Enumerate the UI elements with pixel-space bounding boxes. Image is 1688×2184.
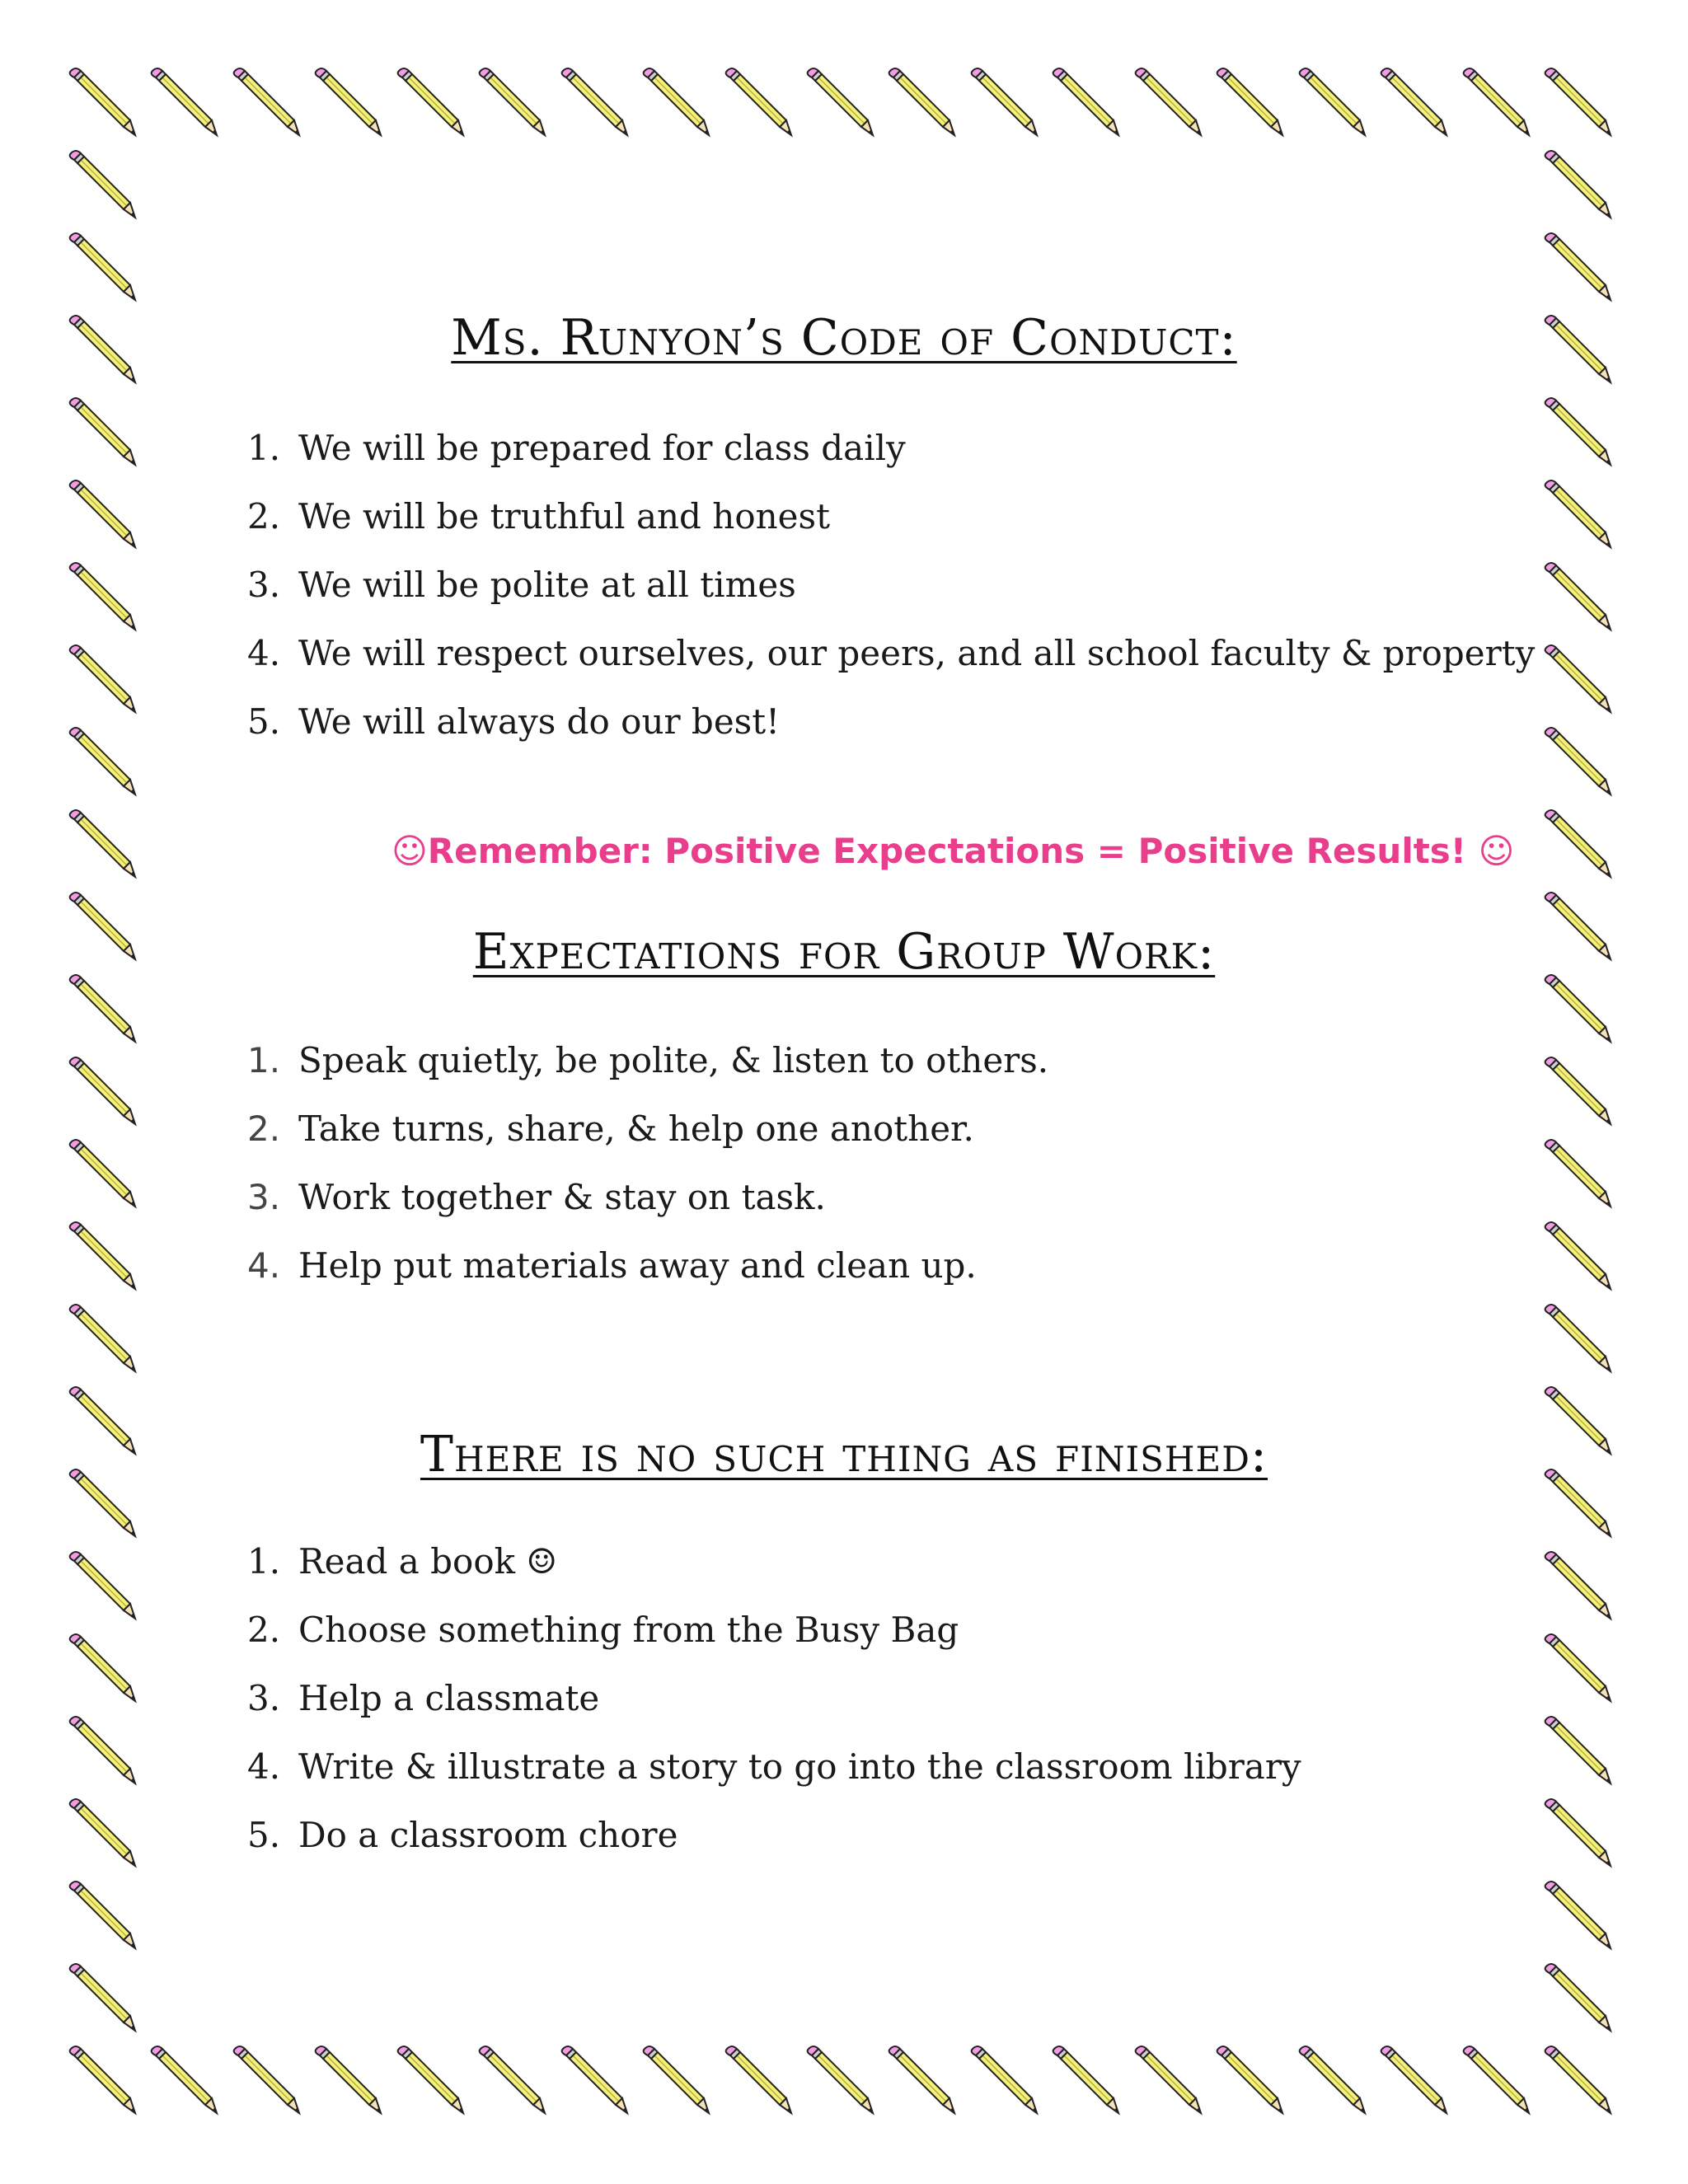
list-item: 2. We will be truthful and honest — [247, 496, 830, 537]
finished-list — [247, 1527, 1301, 1869]
list-item: 4. We will respect ourselves, our peers, and all school faculty & property — [247, 633, 1536, 673]
list-item: 5. We will always do our best! — [247, 701, 780, 742]
code-of-conduct-title: Ms. Runyon’s Code of Conduct: — [451, 309, 1237, 367]
list-item: 1. Speak quietly, be polite, & listen to others. — [247, 1040, 1049, 1080]
list-item: 2. Take turns, share, & help one another. — [247, 1108, 974, 1149]
list-item: 1. Read a book ☺ — [247, 1541, 558, 1582]
list-item: 2. Choose something from the Busy Bag — [247, 1610, 959, 1650]
list-item: 5. Do a classroom chore — [247, 1815, 678, 1855]
list-item: 3. Work together & stay on task. — [247, 1177, 826, 1217]
list-item: 3. Help a classmate — [247, 1678, 600, 1718]
finished-title: There is no such thing as finished: — [420, 1426, 1268, 1483]
list-item: 4. Help put materials away and clean up. — [247, 1245, 977, 1286]
code-of-conduct-list — [247, 414, 1535, 756]
group-work-list — [247, 1026, 1048, 1300]
list-item: 3. We will be polite at all times — [247, 565, 796, 605]
list-item: 4. Write & illustrate a story to go into the classroom library — [247, 1746, 1301, 1787]
list-item: 1. We will be prepared for class daily — [247, 428, 906, 468]
group-work-title: Expectations for Group Work: — [472, 923, 1216, 981]
reminder-text: ☺Remember: Positive Expectations = Positive Results! ☺ — [392, 831, 1515, 871]
